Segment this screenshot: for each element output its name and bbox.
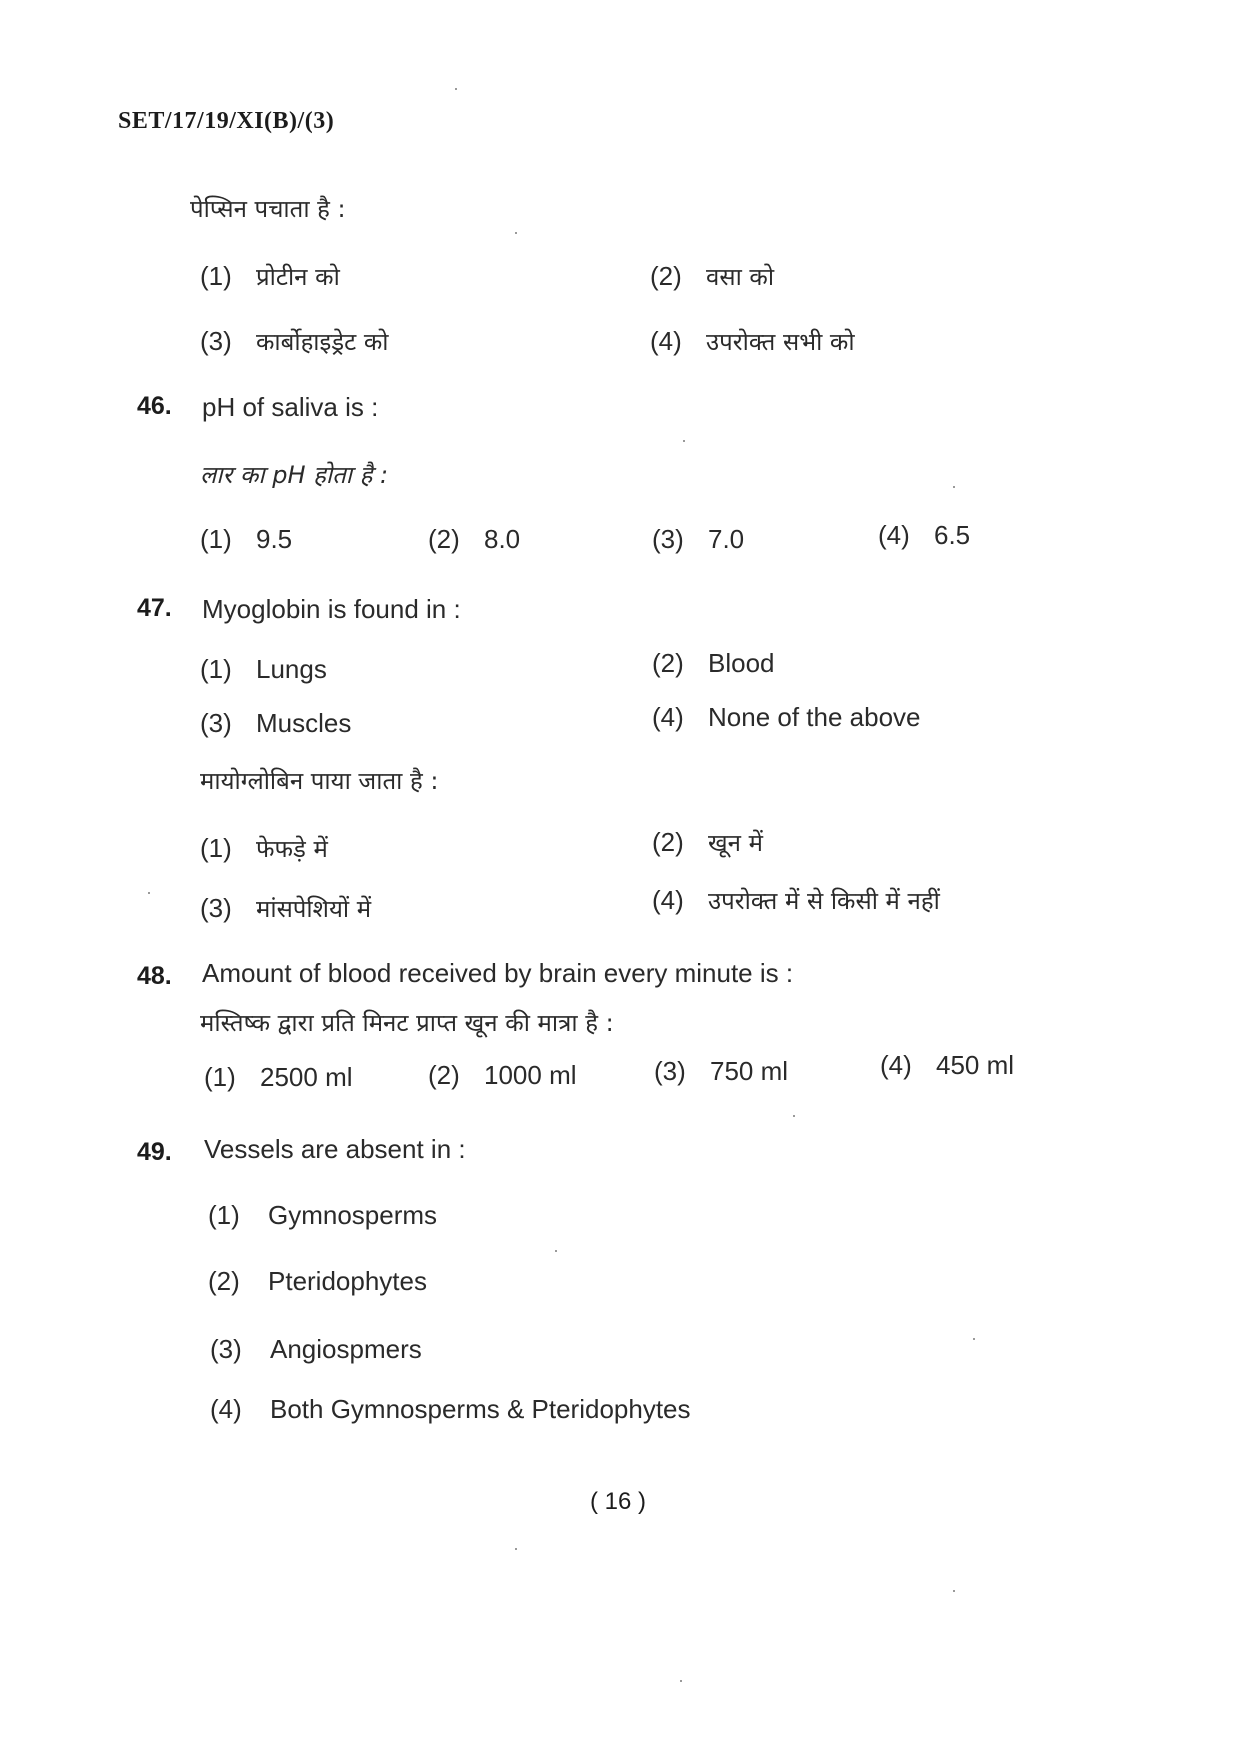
q47-option-3-hi: [200, 892, 371, 925]
option-number: (2): [428, 524, 460, 554]
option-number: (3): [210, 1334, 242, 1364]
scan-speck: [515, 232, 517, 234]
option-number: (3): [200, 326, 232, 356]
option-number: (2): [650, 261, 682, 291]
q46-option-1: [200, 524, 292, 555]
option-number: (2): [652, 827, 684, 857]
q47-option-1-en: [200, 654, 327, 685]
option-number: (1): [208, 1200, 240, 1230]
option-text: फेफड़े में: [256, 835, 328, 863]
q47-option-2-hi: [652, 826, 763, 859]
q47-option-2-en: [652, 648, 775, 679]
scan-speck: [455, 88, 457, 90]
q49-option-2: [208, 1266, 427, 1297]
option-number: (1): [200, 833, 232, 863]
question-number-46: 46.: [137, 392, 172, 420]
option-number: (4): [878, 520, 910, 550]
page-number: ( 16 ): [590, 1488, 647, 1515]
option-number: (3): [200, 708, 232, 738]
q48-option-3: [654, 1056, 788, 1087]
option-text: कार्बोहाइड्रेट को: [256, 328, 389, 356]
option-text: Both Gymnosperms & Pteridophytes: [270, 1394, 691, 1424]
option-text: Angiospmers: [270, 1334, 422, 1364]
scan-speck: [680, 1680, 682, 1682]
option-number: (4): [650, 326, 682, 356]
option-text: 450 ml: [936, 1050, 1015, 1080]
q48-option-1: [204, 1062, 353, 1093]
option-number: (4): [880, 1050, 912, 1080]
q48-option-4: [880, 1050, 1014, 1081]
q45-option-1: [200, 260, 340, 293]
q49-stem-english: Vessels are absent in :: [204, 1134, 466, 1164]
scan-speck: [683, 440, 685, 442]
q47-option-1-hi: [200, 832, 328, 865]
option-number: (4): [652, 702, 684, 732]
q46-option-4: [878, 520, 970, 551]
q49-option-1: [208, 1200, 437, 1231]
question-number-49: 49.: [137, 1138, 172, 1166]
q46-stem-english: pH of saliva is :: [202, 392, 379, 422]
q46-option-2: [428, 524, 520, 555]
q46-option-3: [652, 524, 744, 555]
option-number: (3): [652, 524, 684, 554]
option-number: (1): [200, 261, 232, 291]
q47-option-4-hi: [652, 884, 940, 917]
option-text: Lungs: [256, 654, 327, 684]
option-text: 7.0: [708, 524, 745, 554]
option-number: (1): [204, 1062, 236, 1092]
option-number: (3): [200, 893, 232, 923]
option-text: Blood: [708, 648, 775, 678]
option-number: (2): [652, 648, 684, 678]
option-text: Gymnosperms: [268, 1200, 438, 1230]
option-text: खून में: [708, 829, 763, 857]
option-text: प्रोटीन को: [256, 263, 340, 291]
option-number: (3): [654, 1056, 686, 1086]
option-text: 750 ml: [710, 1056, 789, 1086]
scan-speck: [515, 1548, 517, 1550]
option-number: (4): [210, 1394, 242, 1424]
option-number: (2): [208, 1266, 240, 1296]
q45-option-2: [650, 260, 774, 293]
option-number: (1): [200, 654, 232, 684]
option-text: Pteridophytes: [268, 1266, 427, 1296]
q47-stem-hindi: मायोग्लोबिन पाया जाता है :: [200, 767, 439, 795]
q49-option-3: [210, 1334, 422, 1365]
q45-option-4: [650, 325, 855, 358]
question-number-48: 48.: [137, 962, 172, 990]
option-text: 8.0: [484, 524, 521, 554]
scan-speck: [793, 1115, 795, 1117]
q47-option-3-en: [200, 708, 351, 739]
scan-speck: [555, 1250, 557, 1252]
option-text: उपरोक्त सभी को: [706, 328, 855, 356]
option-text: None of the above: [708, 702, 921, 732]
option-text: 6.5: [934, 520, 971, 550]
q45-stem-hindi: पेप्सिन पचाता है :: [190, 195, 346, 223]
q45-option-3: [200, 325, 389, 358]
question-number-47: 47.: [137, 594, 172, 622]
q46-stem-hindi: लार का pH होता है :: [200, 461, 389, 489]
q48-option-2: [428, 1060, 577, 1091]
option-text: 2500 ml: [260, 1062, 353, 1092]
option-number: (4): [652, 885, 684, 915]
q47-option-4-en: [652, 702, 921, 733]
option-text: 9.5: [256, 524, 293, 554]
scan-speck: [148, 892, 150, 894]
option-text: उपरोक्त में से किसी में नहीं: [708, 887, 940, 915]
option-text: Muscles: [256, 708, 352, 738]
option-number: (1): [200, 524, 232, 554]
option-number: (2): [428, 1060, 460, 1090]
scan-speck: [953, 1590, 955, 1592]
q48-stem-hindi: मस्तिष्क द्वारा प्रति मिनट प्राप्त खून की मात्रा है :: [200, 1009, 614, 1037]
option-text: मांसपेशियों में: [256, 895, 372, 923]
scan-speck: [953, 486, 955, 488]
q48-stem-english: Amount of blood received by brain every minute is :: [202, 958, 794, 988]
scan-speck: [973, 1338, 975, 1340]
option-text: 1000 ml: [484, 1060, 577, 1090]
option-text: वसा को: [706, 263, 775, 291]
q49-option-4: [210, 1394, 691, 1425]
q47-stem-english: Myoglobin is found in :: [202, 594, 461, 624]
paper-code-header: SET/17/19/XI(B)/(3): [118, 108, 335, 134]
